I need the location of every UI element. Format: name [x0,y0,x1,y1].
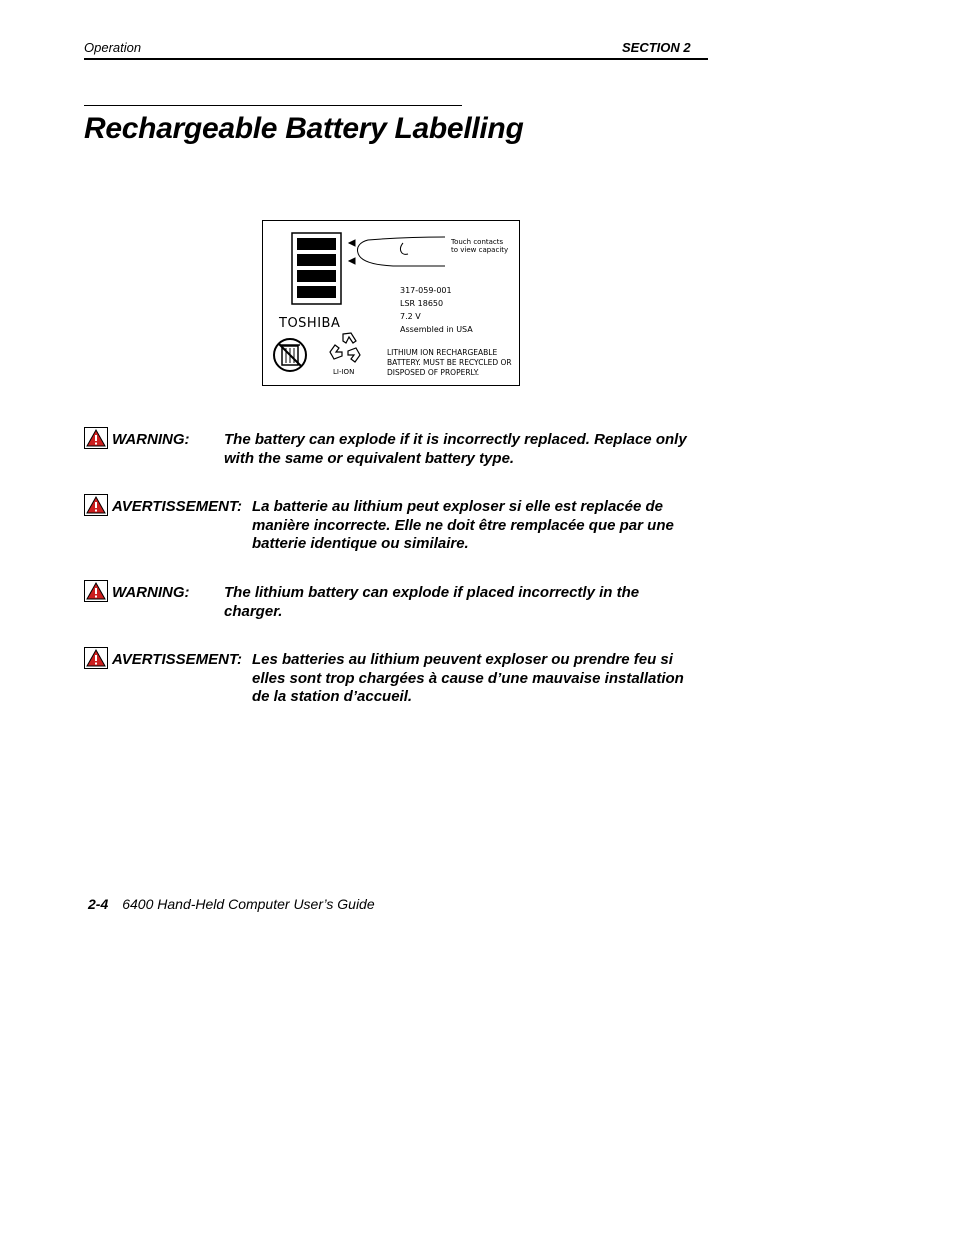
recycle-symbol-icon [330,333,360,362]
battery-chemistry: LI-ION [333,368,355,376]
warning-text: The lithium battery can explode if placed incorrectly in the charger. [224,584,640,620]
assembled-in: Assembled in USA [400,325,473,334]
part-number: 317-059-001 [400,286,452,295]
page-number: 2-4 [88,896,109,912]
title-rule [84,105,462,106]
warning-label: WARNING: [112,431,190,448]
recycle-notice: LITHIUM ION RECHARGEABLE BATTERY. MUST BE RECYCLED OR DISPOSED OF PROPERLY. [387,348,512,377]
warning-label: WARNING: [112,584,190,601]
page-title: Rechargeable Battery Labelling [84,112,524,145]
warning-text: Les batteries au lithium peuvent exploser ou prendre feu si elles sont trop chargées à cause d’une mauvaise installation de la station d’accueil. [252,651,684,705]
warning-triangle-icon [84,494,108,516]
running-header-section-number: SECTION 2 [622,40,691,55]
warning-triangle-icon [84,580,108,602]
warning-triangle-icon [84,647,108,669]
finger-pointer-icon [349,237,445,266]
touch-contacts-hint: Touch contacts to view capacity [451,238,509,254]
warning-text: The battery can explode if it is incorrectly replaced. Replace only with the same or equivalent battery type. [224,431,687,467]
guide-title: 6400 Hand-Held Computer User’s Guide [122,896,375,912]
brand-name: TOSHIBA [279,316,341,331]
avertissement-label: AVERTISSEMENT: [112,498,243,515]
battery-voltage: 7.2 V [400,312,421,321]
page-footer [88,896,375,912]
header-rule [84,58,708,60]
capacity-gauge-icon [292,233,341,304]
warning-triangle-icon [84,427,108,449]
no-trash-bin-icon [274,339,306,371]
battery-label-illustration [262,220,520,386]
battery-model: LSR 18650 [400,299,444,308]
warning-text: La batterie au lithium peut exploser si elle est replacée de manière incorrecte. Elle ne doit être remplacée que par une batterie identique ou similaire. [252,498,674,552]
avertissement-label: AVERTISSEMENT: [112,651,243,668]
running-header-section: Operation [84,40,142,55]
